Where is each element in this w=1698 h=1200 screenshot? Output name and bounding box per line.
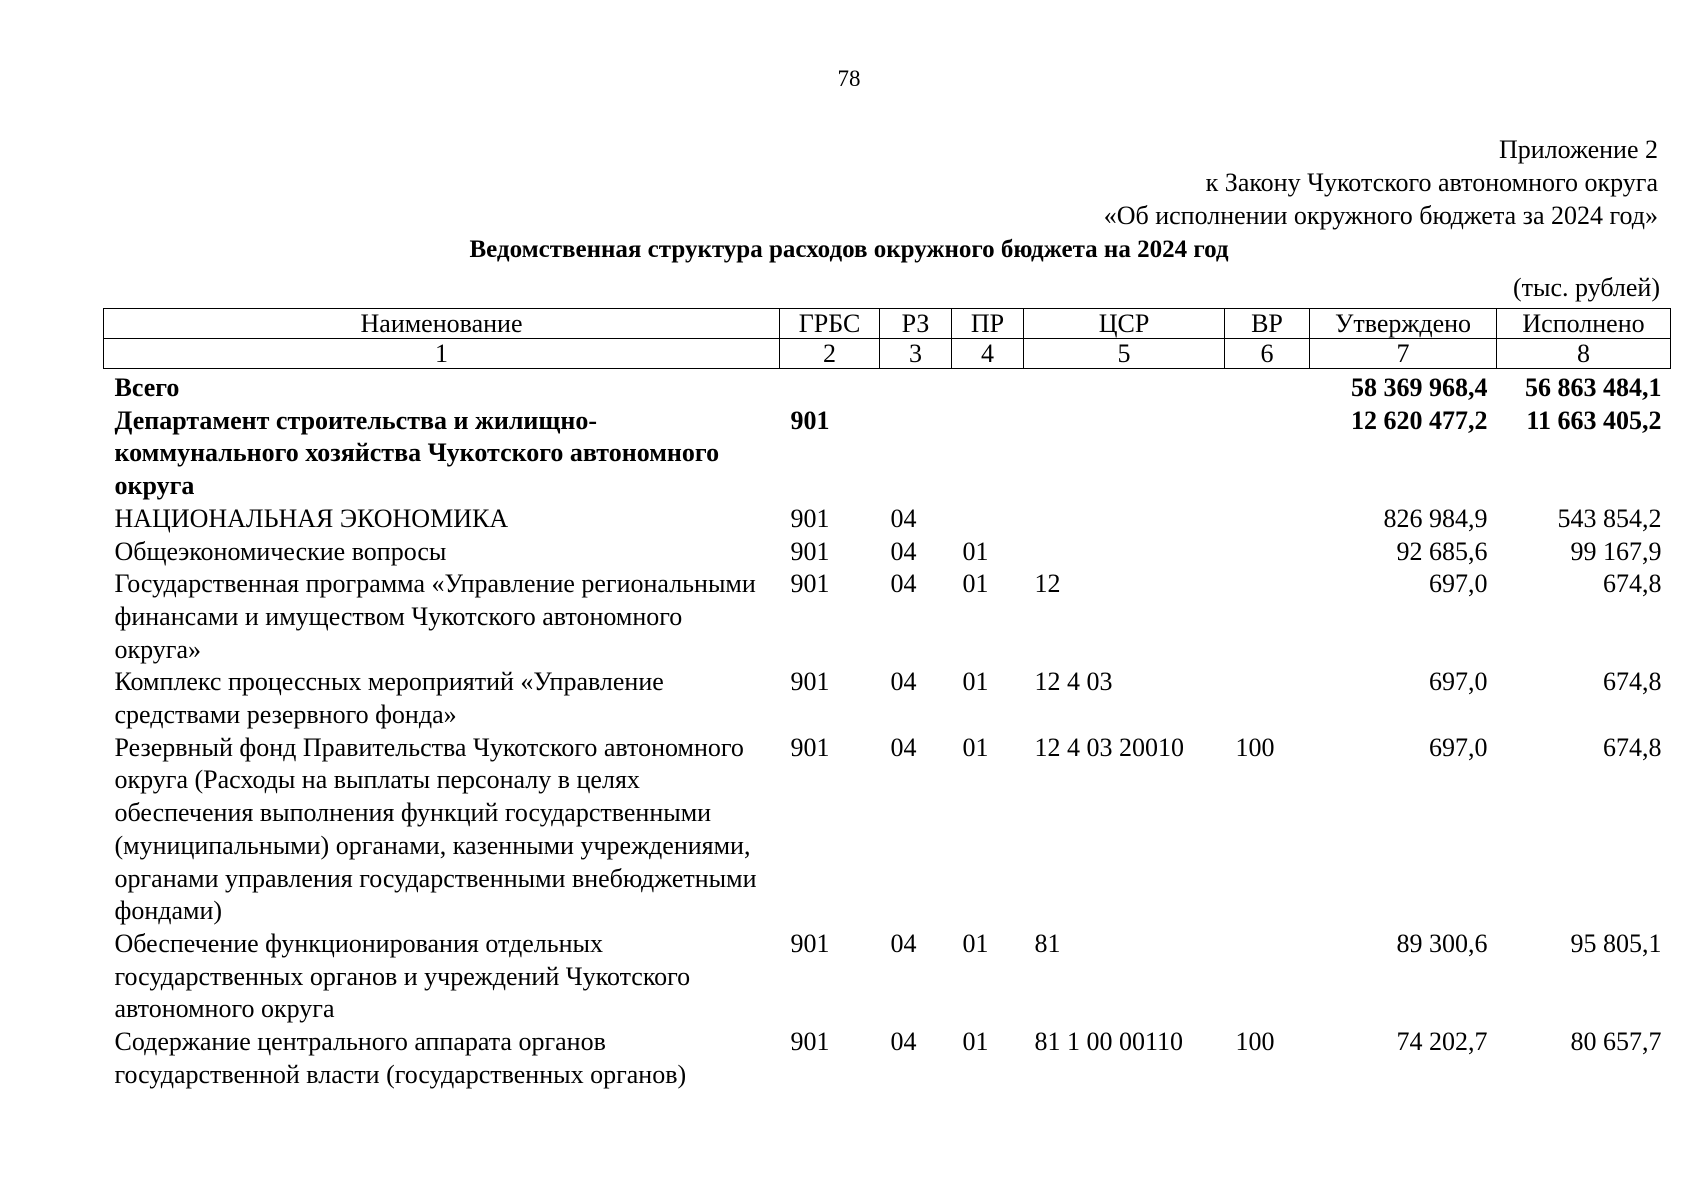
- row-csr: [1024, 536, 1225, 569]
- row-grbs: 901: [790, 405, 830, 435]
- row-executed: 99 167,9: [1570, 536, 1662, 566]
- row-name: Департамент строительства и жилищно-коммунального хозяйства Чукотского автономного округа: [114, 405, 720, 501]
- header-vr: ВР: [1225, 309, 1310, 339]
- table-body: [104, 369, 1671, 1092]
- row-csr: 12: [1034, 569, 1061, 599]
- header-numbers-row: [104, 339, 1671, 369]
- table-row: [104, 732, 1671, 928]
- budget-table: [103, 308, 1671, 1091]
- appendix-line-3: «Об исполнении окружного бюджета за 2024 год»: [1103, 201, 1658, 230]
- row-name: НАЦИОНАЛЬНАЯ ЭКОНОМИКА: [114, 503, 509, 533]
- row-csr: 12 4 03: [1034, 667, 1113, 697]
- row-vr: [1225, 405, 1310, 503]
- row-csr: [1024, 369, 1225, 405]
- row-rz: 04: [890, 536, 917, 566]
- row-vr: 100: [1235, 1027, 1275, 1057]
- units-label: (тыс. рублей): [1512, 273, 1660, 302]
- header-number: 4: [952, 339, 1024, 369]
- row-csr: 81 1 00 00110: [1034, 1027, 1184, 1057]
- row-name: Содержание центрального аппарата органов государственной власти (государственных органов): [114, 1027, 687, 1089]
- row-grbs: 901: [790, 536, 830, 566]
- table-row: [104, 503, 1671, 536]
- header-number: 2: [780, 339, 880, 369]
- row-pr: 01: [962, 1027, 989, 1057]
- appendix-line-2: к Закону Чукотского автономного округа: [1205, 168, 1658, 197]
- row-approved: 697,0: [1429, 569, 1488, 599]
- table-row: [104, 536, 1671, 569]
- table-row: [104, 568, 1671, 666]
- row-executed: 674,8: [1603, 667, 1662, 697]
- row-vr: [1225, 503, 1310, 536]
- header-approved: Утверждено: [1310, 309, 1497, 339]
- row-approved: 697,0: [1429, 667, 1488, 697]
- header-csr: ЦСР: [1024, 309, 1225, 339]
- row-name: Всего: [114, 373, 180, 402]
- row-pr: [952, 369, 1024, 405]
- row-csr: [1024, 503, 1225, 536]
- row-rz: 04: [890, 503, 917, 533]
- row-executed: 95 805,1: [1570, 928, 1662, 958]
- row-approved: 58 369 968,4: [1351, 373, 1488, 402]
- table-row: [104, 405, 1671, 503]
- row-pr: 01: [962, 928, 989, 958]
- row-approved: 12 620 477,2: [1351, 405, 1488, 435]
- row-csr: 12 4 03 20010: [1034, 732, 1184, 762]
- row-pr: 01: [962, 732, 989, 762]
- row-approved: 826 984,9: [1383, 503, 1488, 533]
- appendix-header: [1104, 133, 1658, 232]
- row-rz: [880, 405, 952, 503]
- row-vr: [1225, 369, 1310, 405]
- header-number: 8: [1497, 339, 1671, 369]
- header-pr: ПР: [952, 309, 1024, 339]
- row-vr: [1225, 568, 1310, 666]
- row-rz: 04: [890, 732, 917, 762]
- appendix-line-1: Приложение 2: [1498, 135, 1658, 164]
- row-csr: 81: [1034, 928, 1061, 958]
- row-approved: 697,0: [1429, 732, 1488, 762]
- row-grbs: 901: [790, 667, 830, 697]
- row-pr: [952, 503, 1024, 536]
- table-row: [104, 369, 1671, 405]
- row-rz: [880, 369, 952, 405]
- row-executed: 674,8: [1603, 569, 1662, 599]
- row-rz: 04: [890, 667, 917, 697]
- header-name: Наименование: [104, 309, 780, 339]
- header-rz: РЗ: [880, 309, 952, 339]
- document-title: Ведомственная структура расходов окружного бюджета на 2024 год: [469, 236, 1229, 263]
- row-pr: 01: [962, 536, 989, 566]
- row-name: Общеэкономические вопросы: [114, 536, 447, 566]
- row-approved: 89 300,6: [1396, 928, 1488, 958]
- table-row: [104, 928, 1671, 1026]
- row-executed: 56 863 484,1: [1525, 373, 1662, 402]
- row-pr: 01: [962, 569, 989, 599]
- row-approved: 74 202,7: [1396, 1027, 1488, 1057]
- row-csr: [1024, 405, 1225, 503]
- row-approved: 92 685,6: [1396, 536, 1488, 566]
- row-executed: 543 854,2: [1557, 503, 1662, 533]
- row-grbs: [780, 369, 880, 405]
- row-pr: [952, 405, 1024, 503]
- row-executed: 674,8: [1603, 732, 1662, 762]
- row-grbs: 901: [790, 732, 830, 762]
- page-number: 78: [837, 66, 861, 91]
- header-number: 6: [1225, 339, 1310, 369]
- row-name: Резервный фонд Правительства Чукотского автономного округа (Расходы на выплаты персоналу в целях обеспечения выполнения функций государственными (муниципальными) органами, казенными учреждениями, органами управления государственными внебюджетными фондами): [114, 732, 757, 926]
- header-grbs: ГРБС: [780, 309, 880, 339]
- header-number: 1: [104, 339, 780, 369]
- row-grbs: 901: [790, 569, 830, 599]
- row-name: Комплекс процессных мероприятий «Управление средствами резервного фонда»: [114, 667, 664, 730]
- row-name: Государственная программа «Управление региональными финансами и имуществом Чукотского автономного округа»: [114, 569, 756, 664]
- table-row: [104, 666, 1671, 731]
- header-number: 3: [880, 339, 952, 369]
- row-vr: [1225, 666, 1310, 731]
- header-number: 5: [1024, 339, 1225, 369]
- row-rz: 04: [890, 928, 917, 958]
- row-rz: 04: [890, 1027, 917, 1057]
- row-vr: [1225, 536, 1310, 569]
- row-grbs: 901: [790, 503, 830, 533]
- row-vr: [1225, 928, 1310, 1026]
- row-name: Обеспечение функционирования отдельных государственных органов и учреждений Чукотского автономного округа: [114, 928, 691, 1024]
- row-vr: 100: [1235, 732, 1275, 762]
- header-executed: Исполнено: [1497, 309, 1671, 339]
- header-number: 7: [1310, 339, 1497, 369]
- row-executed: 80 657,7: [1570, 1027, 1662, 1057]
- header-row: [104, 309, 1671, 339]
- table-row: [104, 1026, 1671, 1091]
- row-executed: 11 663 405,2: [1526, 405, 1662, 435]
- row-grbs: 901: [790, 1027, 830, 1057]
- row-grbs: 901: [790, 928, 830, 958]
- row-rz: 04: [890, 569, 917, 599]
- row-pr: 01: [962, 667, 989, 697]
